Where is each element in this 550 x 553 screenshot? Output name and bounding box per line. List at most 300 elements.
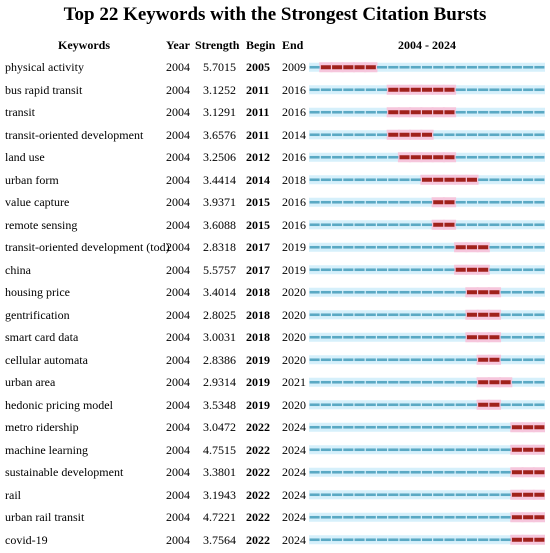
year-segment xyxy=(343,268,353,271)
burst-segment xyxy=(433,110,443,114)
year-value: 2004 xyxy=(166,60,190,74)
year-segment xyxy=(444,381,454,384)
burst-segment xyxy=(478,245,488,249)
year-segment xyxy=(444,268,454,271)
burst-segment xyxy=(366,65,376,69)
burst-row xyxy=(309,85,545,95)
year-segment xyxy=(501,201,511,204)
burst-segment xyxy=(433,223,443,227)
burst-segment xyxy=(478,313,488,317)
year-segment xyxy=(501,448,511,451)
year-value: 2004 xyxy=(166,352,190,367)
year-segment xyxy=(489,538,499,541)
year-value: 2004 xyxy=(166,150,190,164)
year-segment xyxy=(489,201,499,204)
keyword-label: land use xyxy=(5,150,45,164)
year-segment xyxy=(433,493,443,496)
year-segment xyxy=(332,88,342,91)
year-segment xyxy=(366,246,376,249)
year-segment xyxy=(444,426,454,429)
burst-segment xyxy=(489,380,499,384)
header-year: Year xyxy=(166,38,190,52)
year-segment xyxy=(534,223,544,226)
keyword-label: remote sensing xyxy=(5,217,78,232)
year-value: 2004 xyxy=(166,510,190,524)
year-segment xyxy=(310,426,320,429)
burst-segment xyxy=(489,403,499,407)
year-segment xyxy=(523,381,533,384)
year-segment xyxy=(501,178,511,181)
year-segment xyxy=(478,426,488,429)
keyword-label: china xyxy=(5,262,31,277)
year-segment xyxy=(411,66,421,69)
burst-segment xyxy=(444,178,454,182)
year-segment xyxy=(355,156,365,159)
year-segment xyxy=(377,471,387,474)
year-segment xyxy=(534,66,544,69)
year-segment xyxy=(456,88,466,91)
burst-segment xyxy=(388,110,398,114)
burst-segment xyxy=(422,155,432,159)
year-segment xyxy=(321,471,331,474)
year-segment xyxy=(411,246,421,249)
begin-value: 2011 xyxy=(246,105,270,119)
burst-segment xyxy=(534,470,544,474)
burst-segment xyxy=(467,335,477,339)
year-segment xyxy=(321,156,331,159)
year-segment xyxy=(523,291,533,294)
year-segment xyxy=(388,538,398,541)
year-segment xyxy=(456,538,466,541)
year-segment xyxy=(400,291,410,294)
burst-segment xyxy=(355,65,365,69)
year-value: 2004 xyxy=(166,262,190,277)
year-segment xyxy=(310,133,320,136)
burst-row xyxy=(309,310,545,320)
year-segment xyxy=(310,88,320,91)
keyword-label: urban rail transit xyxy=(5,510,85,524)
year-segment xyxy=(388,448,398,451)
year-segment xyxy=(501,246,511,249)
year-segment xyxy=(377,381,387,384)
year-segment xyxy=(355,223,365,226)
year-segment xyxy=(377,313,387,316)
year-segment xyxy=(501,358,511,361)
year-segment xyxy=(444,66,454,69)
year-segment xyxy=(422,471,432,474)
year-segment xyxy=(321,178,331,181)
year-segment xyxy=(489,111,499,114)
year-value: 2004 xyxy=(166,172,190,187)
year-value: 2004 xyxy=(166,375,190,389)
begin-value: 2015 xyxy=(246,195,270,209)
burst-segment xyxy=(467,313,477,317)
strength-value: 4.7515 xyxy=(203,442,236,457)
year-segment xyxy=(355,201,365,204)
year-segment xyxy=(512,381,522,384)
year-segment xyxy=(523,336,533,339)
end-value: 2020 xyxy=(282,352,306,367)
end-value: 2016 xyxy=(282,150,306,164)
year-segment xyxy=(343,516,353,519)
year-segment xyxy=(377,156,387,159)
year-segment xyxy=(512,88,522,91)
year-value: 2004 xyxy=(166,240,190,254)
year-segment xyxy=(388,403,398,406)
keyword-label: urban area xyxy=(5,375,56,389)
year-segment xyxy=(366,201,376,204)
year-segment xyxy=(366,493,376,496)
chart-title: Top 22 Keywords with the Strongest Citation Bursts xyxy=(63,4,487,25)
year-segment xyxy=(433,516,443,519)
burst-segment xyxy=(422,133,432,137)
year-segment xyxy=(433,403,443,406)
strength-value: 3.1252 xyxy=(203,82,236,97)
burst-segment xyxy=(512,538,522,542)
year-segment xyxy=(467,358,477,361)
begin-value: 2015 xyxy=(246,217,270,232)
year-segment xyxy=(411,268,421,271)
year-segment xyxy=(489,88,499,91)
burst-row xyxy=(309,512,545,522)
year-segment xyxy=(512,201,522,204)
year-segment xyxy=(388,426,398,429)
year-segment xyxy=(444,246,454,249)
burst-row xyxy=(309,130,545,140)
year-segment xyxy=(512,66,522,69)
year-segment xyxy=(366,471,376,474)
year-segment xyxy=(523,156,533,159)
keyword-label: value capture xyxy=(5,195,70,209)
year-segment xyxy=(478,133,488,136)
year-segment xyxy=(433,313,443,316)
year-segment xyxy=(411,538,421,541)
year-segment xyxy=(388,381,398,384)
strength-value: 5.7015 xyxy=(203,60,236,74)
keyword-label: bus rapid transit xyxy=(5,82,83,97)
year-segment xyxy=(501,268,511,271)
year-segment xyxy=(478,493,488,496)
year-segment xyxy=(512,336,522,339)
year-segment xyxy=(388,291,398,294)
year-segment xyxy=(310,178,320,181)
year-segment xyxy=(456,201,466,204)
year-segment xyxy=(321,133,331,136)
burst-segment xyxy=(388,133,398,137)
year-segment xyxy=(433,358,443,361)
year-segment xyxy=(444,448,454,451)
strength-value: 3.6576 xyxy=(203,127,236,142)
year-segment xyxy=(355,246,365,249)
year-value: 2004 xyxy=(166,217,190,232)
year-segment xyxy=(467,201,477,204)
year-value: 2004 xyxy=(166,330,190,344)
year-value: 2004 xyxy=(166,532,190,547)
year-segment xyxy=(310,403,320,406)
year-segment xyxy=(422,223,432,226)
year-segment xyxy=(388,223,398,226)
year-segment xyxy=(478,201,488,204)
year-segment xyxy=(388,178,398,181)
begin-value: 2005 xyxy=(246,60,270,74)
year-segment xyxy=(388,268,398,271)
year-segment xyxy=(321,381,331,384)
year-segment xyxy=(433,336,443,339)
strength-value: 4.7221 xyxy=(203,510,236,524)
keyword-label: urban form xyxy=(5,172,59,187)
begin-value: 2022 xyxy=(246,532,270,547)
year-segment xyxy=(366,88,376,91)
burst-segment xyxy=(400,133,410,137)
year-segment xyxy=(366,358,376,361)
year-value: 2004 xyxy=(166,195,190,209)
burst-segment xyxy=(433,200,443,204)
burst-row xyxy=(309,220,545,230)
year-segment xyxy=(501,88,511,91)
year-segment xyxy=(444,133,454,136)
burst-row xyxy=(309,152,545,162)
year-segment xyxy=(456,336,466,339)
year-segment xyxy=(310,538,320,541)
burst-segment xyxy=(501,380,511,384)
burst-timeline xyxy=(309,56,545,551)
year-segment xyxy=(388,358,398,361)
year-segment xyxy=(512,156,522,159)
burst-row xyxy=(309,287,545,297)
year-segment xyxy=(400,493,410,496)
year-segment xyxy=(343,336,353,339)
year-segment xyxy=(355,426,365,429)
year-segment xyxy=(501,156,511,159)
burst-segment xyxy=(534,448,544,452)
year-segment xyxy=(501,403,511,406)
year-segment xyxy=(444,336,454,339)
year-segment xyxy=(489,493,499,496)
strength-value: 3.2506 xyxy=(203,150,236,164)
end-value: 2014 xyxy=(282,127,306,142)
year-segment xyxy=(321,516,331,519)
year-segment xyxy=(433,246,443,249)
end-value: 2019 xyxy=(282,240,306,254)
year-segment xyxy=(321,223,331,226)
year-segment xyxy=(422,313,432,316)
year-segment xyxy=(377,246,387,249)
burst-segment xyxy=(512,493,522,497)
year-segment xyxy=(332,493,342,496)
year-segment xyxy=(456,133,466,136)
year-segment xyxy=(467,516,477,519)
year-segment xyxy=(456,493,466,496)
begin-value: 2022 xyxy=(246,420,270,434)
year-segment xyxy=(478,516,488,519)
burst-row xyxy=(309,422,545,432)
year-segment xyxy=(467,156,477,159)
year-segment xyxy=(467,538,477,541)
burst-row xyxy=(309,467,545,477)
strength-value: 3.5348 xyxy=(203,397,236,412)
strength-value: 3.4014 xyxy=(203,285,236,299)
keyword-label: housing price xyxy=(5,285,70,299)
year-segment xyxy=(388,66,398,69)
strength-value: 3.9371 xyxy=(203,195,236,209)
year-value: 2004 xyxy=(166,397,190,412)
year-segment xyxy=(489,268,499,271)
year-segment xyxy=(310,291,320,294)
begin-value: 2017 xyxy=(246,262,270,277)
year-segment xyxy=(444,291,454,294)
year-segment xyxy=(388,493,398,496)
year-segment xyxy=(433,133,443,136)
strength-value: 2.8025 xyxy=(203,307,236,322)
year-segment xyxy=(388,246,398,249)
year-segment xyxy=(456,111,466,114)
year-value: 2004 xyxy=(166,487,190,502)
year-segment xyxy=(456,516,466,519)
keyword-label: physical activity xyxy=(5,60,84,74)
year-segment xyxy=(444,403,454,406)
year-segment xyxy=(501,538,511,541)
year-segment xyxy=(523,88,533,91)
year-segment xyxy=(400,426,410,429)
burst-segment xyxy=(467,245,477,249)
end-value: 2024 xyxy=(282,487,306,502)
year-segment xyxy=(332,538,342,541)
year-segment xyxy=(444,471,454,474)
year-segment xyxy=(501,66,511,69)
begin-value: 2022 xyxy=(246,442,270,457)
year-segment xyxy=(523,246,533,249)
burst-segment xyxy=(523,448,533,452)
year-segment xyxy=(444,538,454,541)
year-segment xyxy=(343,201,353,204)
burst-row xyxy=(309,107,545,117)
burst-row xyxy=(309,242,545,252)
year-segment xyxy=(400,381,410,384)
year-segment xyxy=(355,178,365,181)
year-segment xyxy=(534,403,544,406)
year-segment xyxy=(501,313,511,316)
year-segment xyxy=(332,336,342,339)
year-segment xyxy=(366,268,376,271)
header-keywords: Keywords xyxy=(58,38,110,52)
year-segment xyxy=(388,471,398,474)
end-value: 2020 xyxy=(282,285,306,299)
year-segment xyxy=(501,426,511,429)
burst-row xyxy=(309,62,545,72)
year-segment xyxy=(355,133,365,136)
year-segment xyxy=(422,493,432,496)
year-segment xyxy=(332,381,342,384)
year-segment xyxy=(355,538,365,541)
year-segment xyxy=(321,201,331,204)
year-value: 2004 xyxy=(166,420,190,434)
year-segment xyxy=(343,381,353,384)
strength-value: 3.1943 xyxy=(203,487,236,502)
keyword-label: rail xyxy=(5,487,21,502)
year-segment xyxy=(321,358,331,361)
year-segment xyxy=(377,133,387,136)
year-segment xyxy=(321,403,331,406)
year-segment xyxy=(355,516,365,519)
year-segment xyxy=(456,448,466,451)
burst-segment xyxy=(433,178,443,182)
year-segment xyxy=(400,268,410,271)
begin-value: 2017 xyxy=(246,240,270,254)
year-segment xyxy=(478,538,488,541)
year-segment xyxy=(366,178,376,181)
keyword-label: machine learning xyxy=(5,442,88,457)
year-segment xyxy=(467,403,477,406)
year-value: 2004 xyxy=(166,127,190,142)
year-segment xyxy=(400,471,410,474)
year-segment xyxy=(444,313,454,316)
strength-value: 3.3801 xyxy=(203,465,236,479)
end-value: 2024 xyxy=(282,442,306,457)
year-segment xyxy=(321,313,331,316)
year-segment xyxy=(411,426,421,429)
year-segment xyxy=(501,493,511,496)
year-segment xyxy=(388,336,398,339)
header-end: End xyxy=(282,38,304,52)
year-segment xyxy=(332,448,342,451)
burst-row xyxy=(309,445,545,455)
keyword-label: gentrification xyxy=(5,307,70,322)
begin-value: 2018 xyxy=(246,307,270,322)
year-segment xyxy=(411,448,421,451)
year-segment xyxy=(332,403,342,406)
year-segment xyxy=(388,201,398,204)
year-segment xyxy=(310,313,320,316)
burst-segment xyxy=(332,65,342,69)
year-segment xyxy=(512,178,522,181)
burst-segment xyxy=(489,358,499,362)
year-segment xyxy=(400,246,410,249)
year-segment xyxy=(355,403,365,406)
year-segment xyxy=(512,403,522,406)
begin-value: 2012 xyxy=(246,150,270,164)
year-segment xyxy=(411,493,421,496)
year-segment xyxy=(321,538,331,541)
year-segment xyxy=(478,223,488,226)
year-segment xyxy=(422,538,432,541)
year-segment xyxy=(377,336,387,339)
year-segment xyxy=(534,336,544,339)
burst-row xyxy=(309,265,545,275)
year-segment xyxy=(512,291,522,294)
burst-row xyxy=(309,377,545,387)
burst-segment xyxy=(489,313,499,317)
strength-value: 3.4414 xyxy=(203,172,236,187)
year-segment xyxy=(534,201,544,204)
begin-value: 2019 xyxy=(246,375,270,389)
year-segment xyxy=(422,403,432,406)
year-segment xyxy=(534,381,544,384)
year-segment xyxy=(467,448,477,451)
year-segment xyxy=(456,66,466,69)
burst-segment xyxy=(456,268,466,272)
year-segment xyxy=(310,246,320,249)
year-segment xyxy=(456,223,466,226)
year-segment xyxy=(523,133,533,136)
year-segment xyxy=(534,358,544,361)
year-segment xyxy=(321,448,331,451)
end-value: 2016 xyxy=(282,82,306,97)
year-segment xyxy=(332,201,342,204)
year-value: 2004 xyxy=(166,465,190,479)
keyword-label: metro ridership xyxy=(5,420,79,434)
year-value: 2004 xyxy=(166,105,190,119)
burst-segment xyxy=(467,178,477,182)
